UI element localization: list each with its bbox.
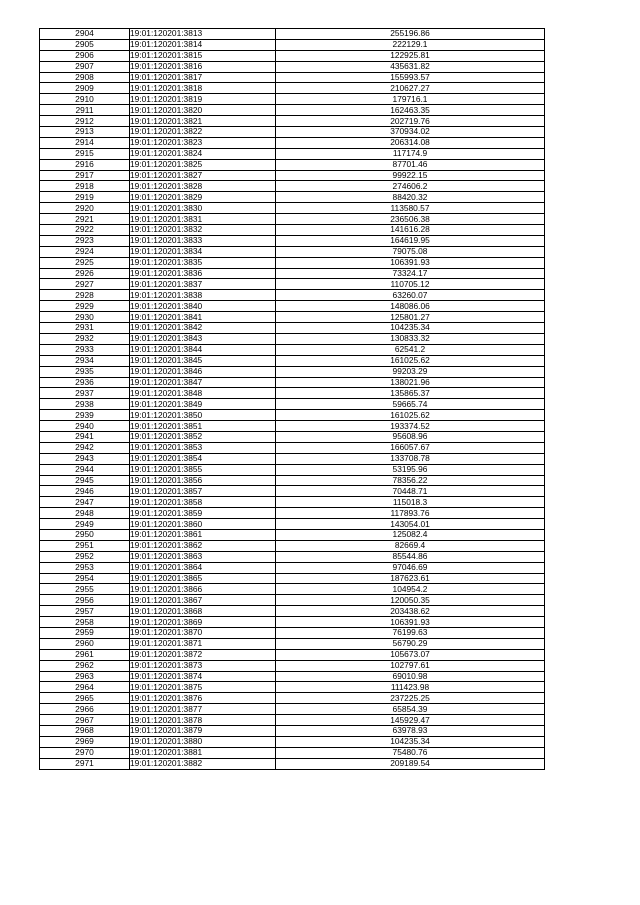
table-row: [40, 94, 545, 105]
row-number-cell: 2930: [40, 312, 130, 323]
row-number-cell: 2926: [40, 268, 130, 279]
table-row: [40, 410, 545, 421]
value-cell: 133708.78: [276, 453, 545, 464]
table-row: [40, 148, 545, 159]
cadastral-number-cell: 19:01:120201:3815: [130, 50, 276, 61]
value-cell: 88420.32: [276, 192, 545, 203]
cadastral-number-cell: 19:01:120201:3844: [130, 344, 276, 355]
value-cell: 69010.98: [276, 671, 545, 682]
cadastral-number-cell: 19:01:120201:3816: [130, 61, 276, 72]
row-number-cell: 2953: [40, 562, 130, 573]
value-cell: 125801.27: [276, 312, 545, 323]
row-number-cell: 2914: [40, 137, 130, 148]
table-row: [40, 192, 545, 203]
table-row: [40, 83, 545, 94]
value-cell: 82669.4: [276, 540, 545, 551]
row-number-cell: 2945: [40, 475, 130, 486]
cadastral-number-cell: 19:01:120201:3834: [130, 246, 276, 257]
row-number-cell: 2923: [40, 235, 130, 246]
row-number-cell: 2957: [40, 606, 130, 617]
cadastral-number-cell: 19:01:120201:3874: [130, 671, 276, 682]
table-row: [40, 758, 545, 769]
table-body: [40, 29, 545, 770]
cadastral-number-cell: 19:01:120201:3823: [130, 137, 276, 148]
row-number-cell: 2921: [40, 214, 130, 225]
table-row: [40, 388, 545, 399]
value-cell: 274606.2: [276, 181, 545, 192]
cadastral-number-cell: 19:01:120201:3861: [130, 529, 276, 540]
cadastral-number-cell: 19:01:120201:3868: [130, 606, 276, 617]
row-number-cell: 2940: [40, 421, 130, 432]
cadastral-number-cell: 19:01:120201:3857: [130, 486, 276, 497]
cadastral-number-cell: 19:01:120201:3849: [130, 399, 276, 410]
table-row: [40, 508, 545, 519]
cadastral-number-cell: 19:01:120201:3840: [130, 301, 276, 312]
table-row: [40, 486, 545, 497]
table-row: [40, 203, 545, 214]
cadastral-number-cell: 19:01:120201:3881: [130, 747, 276, 758]
table-row: [40, 649, 545, 660]
row-number-cell: 2970: [40, 747, 130, 758]
table-row: [40, 421, 545, 432]
cadastral-number-cell: 19:01:120201:3851: [130, 421, 276, 432]
row-number-cell: 2936: [40, 377, 130, 388]
row-number-cell: 2904: [40, 29, 130, 40]
table-row: [40, 137, 545, 148]
value-cell: 202719.76: [276, 116, 545, 127]
row-number-cell: 2916: [40, 159, 130, 170]
row-number-cell: 2948: [40, 508, 130, 519]
cadastral-number-cell: 19:01:120201:3836: [130, 268, 276, 279]
value-cell: 148086.06: [276, 301, 545, 312]
cadastral-number-cell: 19:01:120201:3842: [130, 323, 276, 334]
row-number-cell: 2933: [40, 344, 130, 355]
value-cell: 203438.62: [276, 606, 545, 617]
value-cell: 87701.46: [276, 159, 545, 170]
table-row: [40, 519, 545, 530]
row-number-cell: 2956: [40, 595, 130, 606]
table-row: [40, 377, 545, 388]
cadastral-number-cell: 19:01:120201:3875: [130, 682, 276, 693]
table-row: [40, 562, 545, 573]
row-number-cell: 2929: [40, 301, 130, 312]
value-cell: 193374.52: [276, 421, 545, 432]
table-row: [40, 551, 545, 562]
cadastral-number-cell: 19:01:120201:3866: [130, 584, 276, 595]
cadastral-number-cell: 19:01:120201:3865: [130, 573, 276, 584]
cadastral-number-cell: 19:01:120201:3838: [130, 290, 276, 301]
cadastral-number-cell: 19:01:120201:3837: [130, 279, 276, 290]
value-cell: 53195.96: [276, 464, 545, 475]
cadastral-number-cell: 19:01:120201:3848: [130, 388, 276, 399]
cadastral-number-cell: 19:01:120201:3876: [130, 693, 276, 704]
table-row: [40, 246, 545, 257]
table-row: [40, 573, 545, 584]
value-cell: 115018.3: [276, 497, 545, 508]
cadastral-number-cell: 19:01:120201:3821: [130, 116, 276, 127]
row-number-cell: 2961: [40, 649, 130, 660]
table-row: [40, 225, 545, 236]
cadastral-number-cell: 19:01:120201:3864: [130, 562, 276, 573]
value-cell: 79075.08: [276, 246, 545, 257]
row-number-cell: 2924: [40, 246, 130, 257]
value-cell: 255196.86: [276, 29, 545, 40]
row-number-cell: 2955: [40, 584, 130, 595]
value-cell: 104954.2: [276, 584, 545, 595]
value-cell: 162463.35: [276, 105, 545, 116]
table-row: [40, 736, 545, 747]
row-number-cell: 2944: [40, 464, 130, 475]
table-row: [40, 72, 545, 83]
row-number-cell: 2913: [40, 127, 130, 138]
cadastral-number-cell: 19:01:120201:3878: [130, 715, 276, 726]
row-number-cell: 2960: [40, 638, 130, 649]
table-row: [40, 715, 545, 726]
table-row: [40, 257, 545, 268]
table-row: [40, 595, 545, 606]
cadastral-number-cell: 19:01:120201:3828: [130, 181, 276, 192]
table-row: [40, 312, 545, 323]
row-number-cell: 2943: [40, 453, 130, 464]
cadastral-number-cell: 19:01:120201:3813: [130, 29, 276, 40]
cadastral-number-cell: 19:01:120201:3869: [130, 617, 276, 628]
value-cell: 164619.95: [276, 235, 545, 246]
cadastral-number-cell: 19:01:120201:3853: [130, 442, 276, 453]
cadastral-number-cell: 19:01:120201:3822: [130, 127, 276, 138]
cadastral-number-cell: 19:01:120201:3856: [130, 475, 276, 486]
row-number-cell: 2912: [40, 116, 130, 127]
table-row: [40, 693, 545, 704]
row-number-cell: 2946: [40, 486, 130, 497]
row-number-cell: 2964: [40, 682, 130, 693]
value-cell: 111423.98: [276, 682, 545, 693]
table-row: [40, 704, 545, 715]
row-number-cell: 2907: [40, 61, 130, 72]
row-number-cell: 2925: [40, 257, 130, 268]
row-number-cell: 2922: [40, 225, 130, 236]
row-number-cell: 2920: [40, 203, 130, 214]
row-number-cell: 2942: [40, 442, 130, 453]
table-row: [40, 355, 545, 366]
table-row: [40, 606, 545, 617]
cadastral-number-cell: 19:01:120201:3852: [130, 431, 276, 442]
row-number-cell: 2950: [40, 529, 130, 540]
value-cell: 161025.62: [276, 410, 545, 421]
value-cell: 222129.1: [276, 39, 545, 50]
table-row: [40, 170, 545, 181]
value-cell: 135865.37: [276, 388, 545, 399]
row-number-cell: 2932: [40, 333, 130, 344]
table-row: [40, 638, 545, 649]
value-cell: 65854.39: [276, 704, 545, 715]
value-cell: 56790.29: [276, 638, 545, 649]
row-number-cell: 2917: [40, 170, 130, 181]
table-row: [40, 290, 545, 301]
value-cell: 125082.4: [276, 529, 545, 540]
value-cell: 106391.93: [276, 257, 545, 268]
value-cell: 104235.34: [276, 736, 545, 747]
cadastral-number-cell: 19:01:120201:3846: [130, 366, 276, 377]
value-cell: 237225.25: [276, 693, 545, 704]
table-row: [40, 442, 545, 453]
cadastral-number-cell: 19:01:120201:3817: [130, 72, 276, 83]
row-number-cell: 2968: [40, 726, 130, 737]
cadastral-value-table: [39, 28, 545, 770]
cadastral-number-cell: 19:01:120201:3862: [130, 540, 276, 551]
cadastral-number-cell: 19:01:120201:3814: [130, 39, 276, 50]
value-cell: 75480.76: [276, 747, 545, 758]
value-cell: 236506.38: [276, 214, 545, 225]
value-cell: 210627.27: [276, 83, 545, 94]
table-row: [40, 682, 545, 693]
table-row: [40, 540, 545, 551]
value-cell: 63260.07: [276, 290, 545, 301]
value-cell: 63978.93: [276, 726, 545, 737]
row-number-cell: 2951: [40, 540, 130, 551]
value-cell: 143054.01: [276, 519, 545, 530]
row-number-cell: 2918: [40, 181, 130, 192]
row-number-cell: 2969: [40, 736, 130, 747]
table-row: [40, 366, 545, 377]
value-cell: 117174.9: [276, 148, 545, 159]
value-cell: 104235.34: [276, 323, 545, 334]
cadastral-number-cell: 19:01:120201:3867: [130, 595, 276, 606]
cadastral-number-cell: 19:01:120201:3819: [130, 94, 276, 105]
table-row: [40, 584, 545, 595]
value-cell: 120050.35: [276, 595, 545, 606]
table-row: [40, 268, 545, 279]
value-cell: 73324.17: [276, 268, 545, 279]
value-cell: 435631.82: [276, 61, 545, 72]
table-row: [40, 323, 545, 334]
table-row: [40, 214, 545, 225]
cadastral-number-cell: 19:01:120201:3835: [130, 257, 276, 268]
value-cell: 62541.2: [276, 344, 545, 355]
value-cell: 179716.1: [276, 94, 545, 105]
row-number-cell: 2939: [40, 410, 130, 421]
row-number-cell: 2909: [40, 83, 130, 94]
cadastral-number-cell: 19:01:120201:3854: [130, 453, 276, 464]
value-cell: 106391.93: [276, 617, 545, 628]
row-number-cell: 2959: [40, 627, 130, 638]
cadastral-number-cell: 19:01:120201:3863: [130, 551, 276, 562]
table-row: [40, 660, 545, 671]
row-number-cell: 2910: [40, 94, 130, 105]
table-row: [40, 116, 545, 127]
value-cell: 206314.08: [276, 137, 545, 148]
value-cell: 85544.86: [276, 551, 545, 562]
cadastral-number-cell: 19:01:120201:3824: [130, 148, 276, 159]
table-row: [40, 61, 545, 72]
row-number-cell: 2949: [40, 519, 130, 530]
table-row: [40, 301, 545, 312]
value-cell: 110705.12: [276, 279, 545, 290]
table-row: [40, 627, 545, 638]
table-row: [40, 747, 545, 758]
value-cell: 76199.63: [276, 627, 545, 638]
cadastral-number-cell: 19:01:120201:3859: [130, 508, 276, 519]
row-number-cell: 2934: [40, 355, 130, 366]
row-number-cell: 2963: [40, 671, 130, 682]
cadastral-number-cell: 19:01:120201:3818: [130, 83, 276, 94]
row-number-cell: 2935: [40, 366, 130, 377]
cadastral-number-cell: 19:01:120201:3882: [130, 758, 276, 769]
table-row: [40, 333, 545, 344]
row-number-cell: 2938: [40, 399, 130, 410]
value-cell: 145929.47: [276, 715, 545, 726]
cadastral-number-cell: 19:01:120201:3850: [130, 410, 276, 421]
cadastral-number-cell: 19:01:120201:3829: [130, 192, 276, 203]
row-number-cell: 2919: [40, 192, 130, 203]
row-number-cell: 2915: [40, 148, 130, 159]
row-number-cell: 2937: [40, 388, 130, 399]
value-cell: 99203.29: [276, 366, 545, 377]
value-cell: 99922.15: [276, 170, 545, 181]
row-number-cell: 2906: [40, 50, 130, 61]
cadastral-number-cell: 19:01:120201:3873: [130, 660, 276, 671]
table-row: [40, 529, 545, 540]
row-number-cell: 2966: [40, 704, 130, 715]
table-row: [40, 399, 545, 410]
row-number-cell: 2965: [40, 693, 130, 704]
row-number-cell: 2928: [40, 290, 130, 301]
row-number-cell: 2931: [40, 323, 130, 334]
value-cell: 138021.96: [276, 377, 545, 388]
value-cell: 166057.67: [276, 442, 545, 453]
row-number-cell: 2954: [40, 573, 130, 584]
value-cell: 141616.28: [276, 225, 545, 236]
row-number-cell: 2941: [40, 431, 130, 442]
cadastral-number-cell: 19:01:120201:3880: [130, 736, 276, 747]
cadastral-number-cell: 19:01:120201:3825: [130, 159, 276, 170]
value-cell: 155993.57: [276, 72, 545, 83]
cadastral-number-cell: 19:01:120201:3831: [130, 214, 276, 225]
table-row: [40, 344, 545, 355]
table-row: [40, 497, 545, 508]
value-cell: 187623.61: [276, 573, 545, 584]
cadastral-number-cell: 19:01:120201:3843: [130, 333, 276, 344]
cadastral-number-cell: 19:01:120201:3820: [130, 105, 276, 116]
cadastral-number-cell: 19:01:120201:3872: [130, 649, 276, 660]
value-cell: 122925.81: [276, 50, 545, 61]
row-number-cell: 2908: [40, 72, 130, 83]
table-row: [40, 159, 545, 170]
row-number-cell: 2958: [40, 617, 130, 628]
cadastral-number-cell: 19:01:120201:3841: [130, 312, 276, 323]
table-row: [40, 475, 545, 486]
value-cell: 113580.57: [276, 203, 545, 214]
table-row: [40, 235, 545, 246]
table-row: [40, 464, 545, 475]
value-cell: 102797.61: [276, 660, 545, 671]
table-row: [40, 671, 545, 682]
table-row: [40, 726, 545, 737]
cadastral-number-cell: 19:01:120201:3827: [130, 170, 276, 181]
cadastral-number-cell: 19:01:120201:3879: [130, 726, 276, 737]
cadastral-number-cell: 19:01:120201:3832: [130, 225, 276, 236]
cadastral-number-cell: 19:01:120201:3858: [130, 497, 276, 508]
row-number-cell: 2967: [40, 715, 130, 726]
row-number-cell: 2962: [40, 660, 130, 671]
value-cell: 209189.54: [276, 758, 545, 769]
value-cell: 97046.69: [276, 562, 545, 573]
cadastral-number-cell: 19:01:120201:3870: [130, 627, 276, 638]
cadastral-number-cell: 19:01:120201:3847: [130, 377, 276, 388]
cadastral-number-cell: 19:01:120201:3845: [130, 355, 276, 366]
value-cell: 117893.76: [276, 508, 545, 519]
value-cell: 59665.74: [276, 399, 545, 410]
table-row: [40, 127, 545, 138]
value-cell: 95608.96: [276, 431, 545, 442]
row-number-cell: 2952: [40, 551, 130, 562]
table-row: [40, 453, 545, 464]
cadastral-number-cell: 19:01:120201:3860: [130, 519, 276, 530]
value-cell: 105673.07: [276, 649, 545, 660]
table-row: [40, 181, 545, 192]
row-number-cell: 2947: [40, 497, 130, 508]
cadastral-number-cell: 19:01:120201:3830: [130, 203, 276, 214]
table-row: [40, 105, 545, 116]
value-cell: 370934.02: [276, 127, 545, 138]
cadastral-number-cell: 19:01:120201:3871: [130, 638, 276, 649]
table-row: [40, 431, 545, 442]
table-row: [40, 279, 545, 290]
cadastral-number-cell: 19:01:120201:3877: [130, 704, 276, 715]
table-row: [40, 39, 545, 50]
value-cell: 161025.62: [276, 355, 545, 366]
cadastral-number-cell: 19:01:120201:3855: [130, 464, 276, 475]
value-cell: 70448.71: [276, 486, 545, 497]
table-row: [40, 617, 545, 628]
cadastral-number-cell: 19:01:120201:3833: [130, 235, 276, 246]
value-cell: 130833.32: [276, 333, 545, 344]
row-number-cell: 2911: [40, 105, 130, 116]
row-number-cell: 2971: [40, 758, 130, 769]
value-cell: 78356.22: [276, 475, 545, 486]
row-number-cell: 2905: [40, 39, 130, 50]
table-row: [40, 29, 545, 40]
table-row: [40, 50, 545, 61]
row-number-cell: 2927: [40, 279, 130, 290]
